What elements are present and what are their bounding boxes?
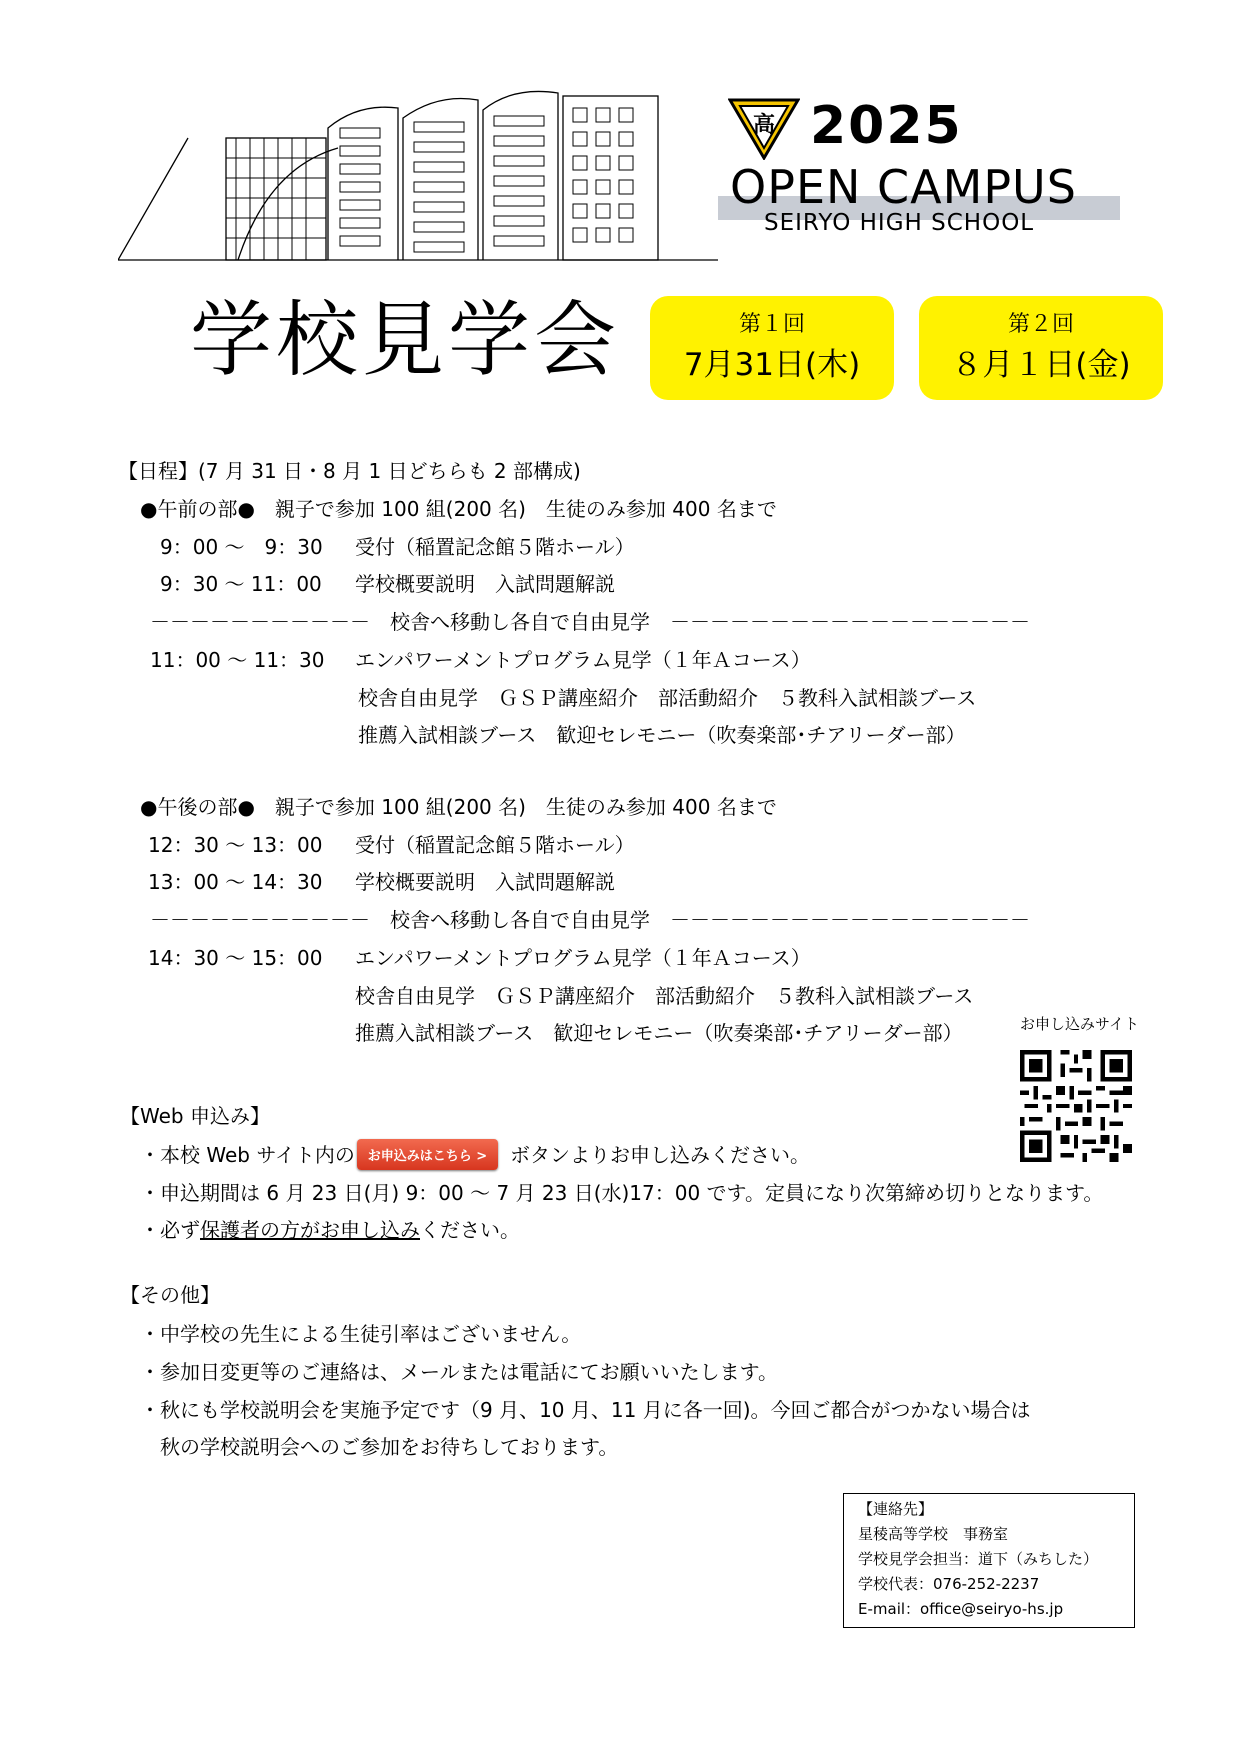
afternoon-row-3-line-2: 校舎自由見学 ＧＳＰ講座紹介 部活動紹介 ５教科入試相談ブース [355, 984, 974, 1008]
morning-row-3-line-2: 校舎自由見学 ＧＳＰ講座紹介 部活動紹介 ５教科入試相談ブース [358, 686, 977, 710]
schedule-heading: 【日程】(7 月 31 日・8 月 1 日どちらも 2 部構成) [118, 459, 581, 483]
morning-row-3-line-1: エンパワーメントプログラム見学（１年Ａコース） [355, 648, 811, 672]
session-round: 第１回 [738, 312, 805, 337]
web-line-3-pre: ・必ず [140, 1218, 200, 1242]
session-round: 第２回 [1007, 312, 1074, 337]
event-year: 2025 [810, 96, 963, 156]
afternoon-row-2-time: 13：00 ～ 14：30 [148, 870, 323, 894]
crest-char: 高 [752, 113, 776, 138]
other-line-4: 秋の学校説明会へのご参加をお待ちしております。 [140, 1435, 619, 1459]
other-line-3: ・秋にも学校説明会を実施予定です（9 月、10 月、11 月に各一回)。今回ご都合がつかない場合は [140, 1398, 1031, 1422]
web-heading: 【Web 申込み】 [120, 1104, 270, 1128]
morning-row-3-line-3: 推薦入試相談ブース 歓迎セレモニー（吹奏楽部･チアリーダー部） [358, 723, 966, 747]
afternoon-row-3-time: 14：30 ～ 15：00 [148, 946, 323, 970]
qr-code-icon[interactable] [1020, 1050, 1132, 1162]
session-box-1 [650, 296, 894, 400]
afternoon-row-1-text: 受付（稲置記念館５階ホール） [355, 833, 635, 857]
page-title: 学校見学会 [190, 293, 621, 388]
web-line-2: ・申込期間は 6 月 23 日(月) 9：00 ～ 7 月 23 日(水)17：00 です。定員になり次第締め切りとなります。 [140, 1181, 1104, 1205]
session-date: 7月31日(木) [683, 347, 861, 383]
web-line-1-pre: ・本校 Web サイト内の [140, 1143, 355, 1167]
morning-move-line: －－－－－－－－－－－ 校舎へ移動し各自で自由見学 －－－－－－－－－－－－－－－－－－ [150, 610, 1030, 634]
afternoon-row-1-time: 12：30 ～ 13：00 [148, 833, 323, 857]
qr-label: お申し込みサイト [1020, 1015, 1139, 1033]
morning-row-3-time: 11：00 ～ 11：30 [150, 648, 325, 672]
contact-box [843, 1493, 1135, 1628]
morning-heading: ●午前の部● 親子で参加 100 組(200 名) 生徒のみ参加 400 名まで [140, 497, 777, 521]
event-name: OPEN CAMPUS [730, 160, 1077, 214]
contact-line-2: 学校見学会担当：道下（みちした） [858, 1550, 1099, 1568]
afternoon-move-line: －－－－－－－－－－－ 校舎へ移動し各自で自由見学 －－－－－－－－－－－－－－－－－－ [150, 908, 1030, 932]
school-name: SEIRYO HIGH SCHOOL [764, 210, 1035, 236]
web-line-3-post: ください。 [420, 1218, 520, 1242]
session-date: ８月１日(金) [951, 347, 1131, 383]
other-line-1: ・中学校の先生による生徒引率はございません。 [140, 1322, 582, 1346]
contact-line-1: 星稜高等学校 事務室 [858, 1525, 1009, 1543]
afternoon-heading: ●午後の部● 親子で参加 100 組(200 名) 生徒のみ参加 400 名まで [140, 795, 777, 819]
apply-button[interactable]: お申込みはこちら > [357, 1139, 498, 1170]
afternoon-row-2-text: 学校概要説明 入試問題解説 [355, 870, 615, 894]
other-heading: 【その他】 [120, 1283, 220, 1307]
afternoon-row-3-line-3: 推薦入試相談ブース 歓迎セレモニー（吹奏楽部･チアリーダー部） [355, 1021, 963, 1045]
web-line-1-post: ボタンよりお申し込みください。 [510, 1143, 810, 1167]
web-line-3 [140, 1220, 520, 1240]
contact-email[interactable]: E-mail：office@seiryo-hs.jp [858, 1600, 1064, 1618]
contact-heading: 【連絡先】 [858, 1500, 934, 1518]
school-building-illustration [118, 88, 718, 266]
school-crest-icon [728, 98, 800, 160]
contact-line-3: 学校代表：076-252-2237 [858, 1575, 1040, 1593]
morning-row-1-time: 9：00 ～ 9：30 [160, 535, 323, 559]
morning-row-1-text: 受付（稲置記念館５階ホール） [355, 535, 635, 559]
morning-row-2-time: 9：30 ～ 11：00 [160, 572, 322, 596]
afternoon-row-3-line-1: エンパワーメントプログラム見学（１年Ａコース） [355, 946, 811, 970]
web-line-3-underlined: 保護者の方がお申し込み [200, 1218, 420, 1242]
session-box-2 [919, 296, 1163, 400]
other-line-2: ・参加日変更等のご連絡は、メールまたは電話にてお願いいたします。 [140, 1360, 778, 1384]
morning-row-2-text: 学校概要説明 入試問題解説 [355, 572, 615, 596]
